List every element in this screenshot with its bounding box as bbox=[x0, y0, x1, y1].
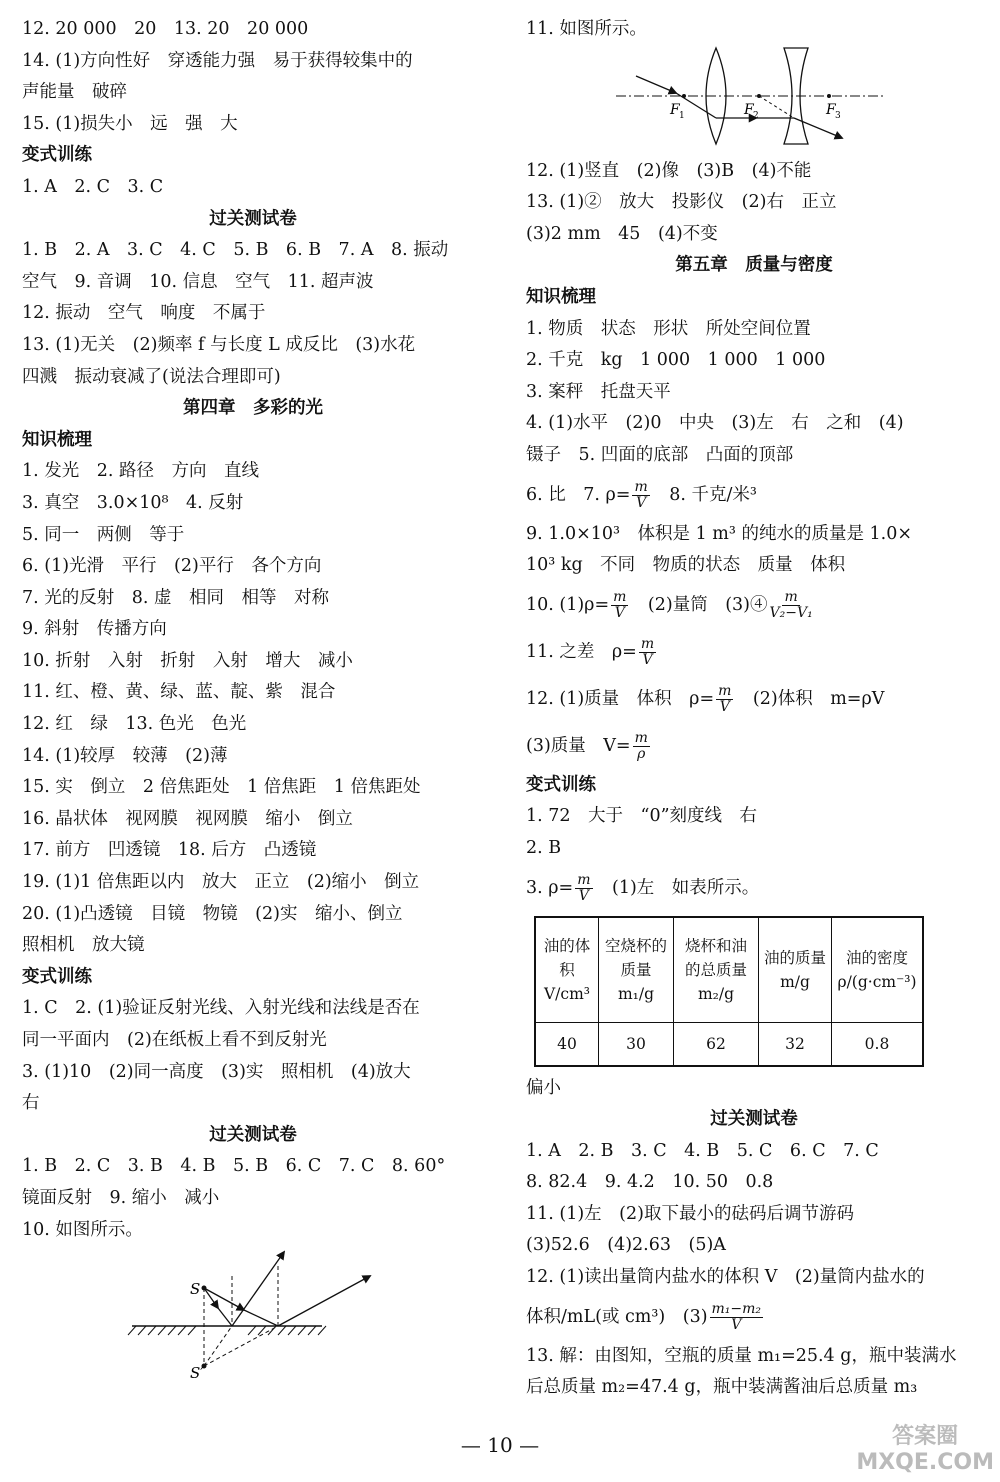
fraction bbox=[575, 873, 592, 903]
fraction bbox=[633, 731, 650, 761]
answer-line: 2. B bbox=[526, 837, 562, 858]
lens-diagram bbox=[526, 46, 982, 156]
answer-line: 17. 前方 凹透镜 18. 后方 凸透镜 bbox=[22, 840, 317, 861]
fraction bbox=[716, 684, 733, 714]
fraction bbox=[611, 590, 628, 620]
focus-f3: F bbox=[826, 101, 836, 118]
fraction-numerator: m bbox=[577, 871, 591, 888]
fraction-numerator: m bbox=[784, 589, 798, 606]
answer-line: 照相机 放大镜 bbox=[22, 935, 145, 956]
section-heading: 变式训练 bbox=[22, 966, 92, 987]
formula-text: 6. 比 7. ρ= bbox=[526, 484, 631, 505]
chapter-title: 第四章 多彩的光 bbox=[183, 398, 323, 419]
formula-text: (1)左 如表所示。 bbox=[594, 877, 760, 898]
fraction-numerator: m bbox=[613, 589, 627, 606]
answer-line: 镊子 5. 凹面的底部 凸面的顶部 bbox=[526, 444, 794, 465]
formula-text: (3)质量 V= bbox=[526, 735, 631, 756]
table-header-cell: 空烧杯的质量 m₁/g bbox=[599, 917, 674, 1023]
answer-line: 1. B 2. A 3. C 4. C 5. B 6. B 7. A 8. 振动 bbox=[22, 240, 449, 261]
left-column bbox=[22, 14, 484, 1406]
answer-line: 空气 9. 音调 10. 信息 空气 11. 超声波 bbox=[22, 271, 374, 292]
answer-line: 16. 晶状体 视网膜 视网膜 缩小 倒立 bbox=[22, 808, 353, 829]
answer-line-formula bbox=[526, 676, 982, 723]
answer-line-formula bbox=[526, 582, 982, 629]
fraction-denominator: V bbox=[642, 651, 653, 668]
fraction-denominator: V bbox=[614, 604, 625, 621]
watermark-logo bbox=[856, 1424, 994, 1476]
table-header-cell: 油的质量 m/g bbox=[759, 917, 832, 1023]
oil-density-table bbox=[534, 916, 924, 1067]
answer-line: 19. (1)1 倍焦距以内 放大 正立 (2)缩小 倒立 bbox=[22, 872, 420, 893]
fraction bbox=[770, 590, 813, 620]
answer-line: 1. 72 大于 “0”刻度线 右 bbox=[526, 806, 758, 827]
answer-line: 3. (1)10 (2)同一高度 (3)实 照相机 (4)放大 bbox=[22, 1061, 411, 1082]
answer-line-formula bbox=[526, 723, 982, 770]
answer-line: 10. 折射 入射 折射 入射 增大 减小 bbox=[22, 650, 353, 671]
answer-line: 3. 真空 3.0×10⁸ 4. 反射 bbox=[22, 492, 244, 513]
section-heading: 变式训练 bbox=[22, 145, 92, 166]
answer-line-formula bbox=[526, 472, 982, 519]
answer-line: 1. 发光 2. 路径 方向 直线 bbox=[22, 461, 260, 482]
formula-text: 11. 之差 ρ= bbox=[526, 641, 637, 662]
fraction-denominator: ρ bbox=[637, 745, 646, 762]
answer-line-formula bbox=[526, 865, 982, 912]
answer-line: 13. (1)无关 (2)频率 f 与长度 L 成反比 (3)水花 bbox=[22, 334, 416, 355]
formula-text: 体积/mL(或 cm³) (3) bbox=[526, 1306, 708, 1327]
right-column bbox=[526, 14, 982, 1404]
answer-line: 12. (1)读出量筒内盐水的体积 V (2)量筒内盐水的 bbox=[526, 1267, 925, 1288]
answer-line: (3)2 mm 45 (4)不变 bbox=[526, 223, 718, 244]
table-header-cell: 油的密度 ρ/(g·cm⁻³) bbox=[832, 917, 924, 1023]
answer-line: 10³ kg 不同 物质的状态 质量 体积 bbox=[526, 555, 846, 576]
answer-line: 11. (1)左 (2)取下最小的砝码后调节游码 bbox=[526, 1203, 854, 1224]
answer-line: 声能量 破碎 bbox=[22, 82, 127, 103]
focus-f1: F bbox=[670, 101, 680, 118]
formula-text: 12. (1)质量 体积 ρ= bbox=[526, 688, 715, 709]
answer-line: 12. 红 绿 13. 色光 色光 bbox=[22, 714, 247, 735]
answer-line: 10. 如图所示。 bbox=[22, 1219, 143, 1240]
answer-line: 右 bbox=[22, 1093, 40, 1114]
answer-line: 11. 如图所示。 bbox=[526, 19, 647, 39]
table-cell: 0.8 bbox=[832, 1022, 924, 1066]
formula-text: 10. (1)ρ= bbox=[526, 594, 610, 615]
answer-line: 1. A 2. B 3. C 4. B 5. C 6. C 7. C bbox=[526, 1140, 879, 1161]
answer-line: 1. 物质 状态 形状 所处空间位置 bbox=[526, 318, 811, 339]
table-row bbox=[535, 1022, 923, 1066]
answer-line: 13. (1)② 放大 投影仪 (2)右 正立 bbox=[526, 192, 837, 213]
answer-line-formula bbox=[526, 629, 982, 676]
label-s-image: S′ bbox=[190, 1364, 204, 1383]
answer-line: 9. 斜射 传播方向 bbox=[22, 619, 167, 640]
watermark-text: 答案圈 bbox=[892, 1424, 959, 1449]
answer-line: 4. (1)水平 (2)0 中央 (3)左 右 之和 (4) bbox=[526, 413, 904, 434]
answer-line: 12. (1)竖直 (2)像 (3)B (4)不能 bbox=[526, 160, 812, 181]
label-s: S bbox=[190, 1280, 201, 1299]
answer-line: 1. B 2. C 3. B 4. B 5. B 6. C 7. C 8. 60° bbox=[22, 1156, 446, 1177]
focus-f3-sub: 3 bbox=[835, 110, 841, 121]
answer-line: 13. 解：由图知，空瓶的质量 m₁=25.4 g，瓶中装满水 bbox=[526, 1345, 957, 1366]
test-title: 过关测试卷 bbox=[710, 1109, 798, 1130]
table-header-cell: 烧杯和油的总质量 m₂/g bbox=[674, 917, 759, 1023]
formula-text: 8. 千克/米³ bbox=[651, 484, 757, 505]
table-cell: 30 bbox=[599, 1022, 674, 1066]
test-title: 过关测试卷 bbox=[209, 1124, 297, 1145]
mirror-reflection-figure bbox=[22, 1246, 484, 1406]
section-heading: 知识梳理 bbox=[526, 286, 596, 307]
answer-line-formula bbox=[526, 1294, 982, 1341]
answer-line: 11. 红、橙、黄、绿、蓝、靛、紫 混合 bbox=[22, 682, 336, 703]
fraction-numerator: m bbox=[634, 478, 648, 495]
answer-line: 20. (1)凸透镜 目镜 物镜 (2)实 缩小、倒立 bbox=[22, 903, 403, 924]
table-cell: 62 bbox=[674, 1022, 759, 1066]
fraction-numerator: m bbox=[718, 683, 732, 700]
answer-line: 12. 振动 空气 响度 不属于 bbox=[22, 303, 266, 324]
fraction-numerator: m bbox=[634, 730, 648, 747]
focus-f2-sub: 2 bbox=[753, 110, 759, 121]
answer-line: (3)52.6 (4)2.63 (5)A bbox=[526, 1235, 726, 1256]
fraction-denominator: V bbox=[719, 698, 730, 715]
fraction-denominator: V bbox=[578, 887, 589, 904]
answer-line: 四溅 振动衰减了(说法合理即可) bbox=[22, 366, 281, 387]
answer-line: 8. 82.4 9. 4.2 10. 50 0.8 bbox=[526, 1172, 774, 1193]
answer-line: 1. A 2. C 3. C bbox=[22, 176, 164, 197]
table-cell: 40 bbox=[535, 1022, 599, 1066]
answer-line: 2. 千克 kg 1 000 1 000 1 000 bbox=[526, 350, 826, 371]
mirror-diagram bbox=[22, 1246, 484, 1406]
answer-line: 5. 同一 两侧 等于 bbox=[22, 524, 185, 545]
answer-line: 镜面反射 9. 缩小 减小 bbox=[22, 1187, 220, 1208]
formula-text: 3. ρ= bbox=[526, 877, 574, 898]
fraction-denominator: V₂−V₁ bbox=[769, 604, 813, 621]
focus-f2: F bbox=[744, 101, 754, 118]
section-heading: 变式训练 bbox=[526, 774, 596, 795]
answer-line: 6. (1)光滑 平行 (2)平行 各个方向 bbox=[22, 556, 322, 577]
table-header-cell: 油的体积 V/cm³ bbox=[535, 917, 599, 1023]
fraction bbox=[639, 637, 656, 667]
section-heading: 知识梳理 bbox=[22, 429, 92, 450]
answer-line: 12. 20 000 20 13. 20 20 000 bbox=[22, 19, 309, 39]
fraction-denominator: V bbox=[636, 494, 647, 511]
lens-figure bbox=[526, 46, 982, 156]
watermark-url: MXQE.COM bbox=[856, 1450, 994, 1475]
answer-line: 1. C 2. (1)验证反射光线、入射光线和法线是否在 bbox=[22, 998, 420, 1019]
answer-line: 9. 1.0×10³ 体积是 1 m³ 的纯水的质量是 1.0× bbox=[526, 523, 913, 544]
answer-line: 15. 实 倒立 2 倍焦距处 1 倍焦距 1 倍焦距处 bbox=[22, 777, 421, 798]
formula-text: (2)体积 m=ρV bbox=[735, 688, 885, 709]
fraction bbox=[632, 480, 649, 510]
fraction-numerator: m bbox=[640, 636, 655, 653]
test-title: 过关测试卷 bbox=[209, 208, 297, 229]
fraction bbox=[710, 1302, 764, 1332]
answer-line: 14. (1)方向性好 穿透能力强 易于获得较集中的 bbox=[22, 50, 413, 71]
table-header-row bbox=[535, 917, 923, 1023]
fraction-numerator: m₁−m₂ bbox=[711, 1300, 762, 1317]
answer-line: 3. 案秤 托盘天平 bbox=[526, 381, 671, 402]
answer-line: 7. 光的反射 8. 虚 相同 相等 对称 bbox=[22, 587, 330, 608]
fraction-denominator: V bbox=[731, 1316, 742, 1333]
page-number: — 10 — bbox=[460, 1433, 540, 1457]
formula-text: (2)量筒 (3)④ bbox=[630, 594, 768, 615]
answer-line: 15. (1)损失小 远 强 大 bbox=[22, 113, 238, 134]
answer-line: 后总质量 m₂=47.4 g，瓶中装满酱油后总质量 m₃ bbox=[526, 1377, 918, 1398]
answer-line: 14. (1)较厚 较薄 (2)薄 bbox=[22, 745, 228, 766]
focus-f1-sub: 1 bbox=[679, 110, 685, 121]
answer-line: 同一平面内 (2)在纸板上看不到反射光 bbox=[22, 1030, 327, 1050]
answer-line: 偏小 bbox=[526, 1077, 561, 1098]
chapter-title: 第五章 质量与密度 bbox=[675, 255, 833, 276]
table-cell: 32 bbox=[759, 1022, 832, 1066]
